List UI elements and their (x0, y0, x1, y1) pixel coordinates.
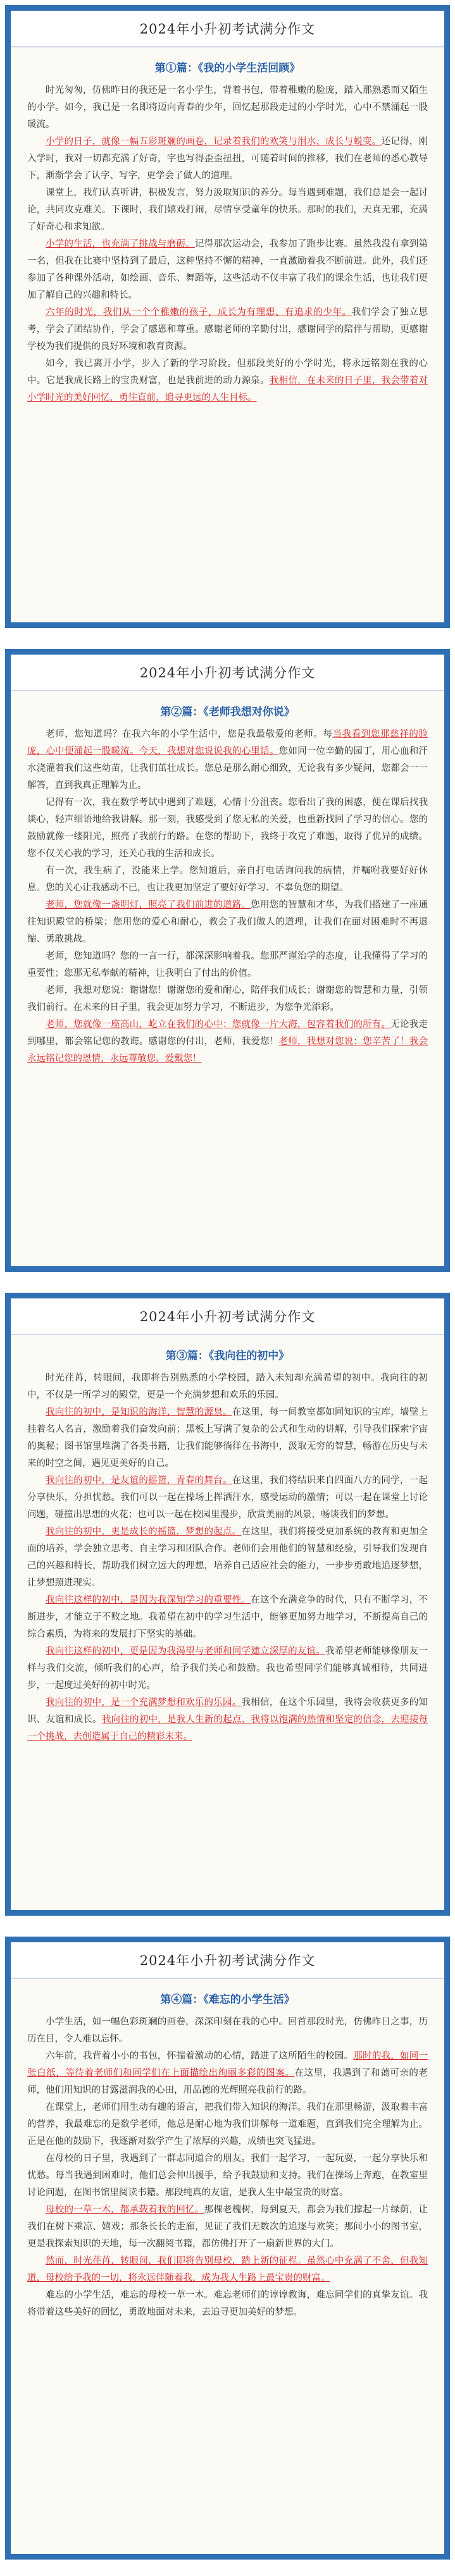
highlighted-sentence: 我向往的初中，是我人生新的起点，我将以饱满的热情和坚定的信念，去迎接每一个挑战，去创造属于自己的精彩未来。 (27, 1715, 428, 1742)
essay-subtitle: 第③篇：《我向往的初中》 (165, 1350, 290, 1362)
essay-paragraph (27, 1472, 428, 1524)
essay-paragraph (27, 794, 428, 863)
essay-paragraph (27, 185, 428, 236)
paragraph-text: 在这里，我们将结识来自四面八方的同学，一起分享快乐，分担忧愁。我们可以一起在操场上挥洒汗水，感受运动的激情；可以一起在课堂上讨论问题，碰撞出思想的火花；也可以一起在校园里漫步，欣赏美丽的风景，畅谈我们的梦想。 (27, 1476, 428, 1520)
essay-paragraph (27, 2253, 428, 2287)
essay-header: 2024年小升初考试满分作文 (11, 655, 444, 691)
essay-paragraph (27, 863, 428, 897)
highlighted-sentence: 六年的时光，我们从一个个稚嫩的孩子，成长为有理想、有追求的少年。 (46, 307, 352, 317)
essay-header: 2024年小升初考试满分作文 (11, 1942, 444, 1979)
essay-subtitle: 第②篇：《老师我想对你说》 (160, 706, 295, 718)
essay-card (5, 1293, 450, 1916)
essay-inner (11, 11, 444, 622)
essay-card (5, 1937, 450, 2560)
essay-body (11, 47, 444, 407)
paragraph-text: 记得有一次，我在数学考试中遇到了难题，心情十分沮丧。您看出了我的困惑，便在课后找我谈心，轻声细语地给我讲解。那一刻，我感受到了您无私的关爱，也重新找回了学习的信心。您的鼓励就像一缕阳光，照亮了我前行的路。在您的帮助下，我终于攻克了难题，取得了优异的成绩。您不仅关心我的学习，还关心我的生活和成长。 (27, 798, 428, 859)
essay-paragraph (27, 1404, 428, 1472)
paragraph-text: 还记得，刚入学时，我对一切都充满了好奇，字也写得歪歪扭扭，可随着时间的推移，我们在老师的悉心教导下，渐渐学会了认字、写字，更学会了做人的道理。 (27, 137, 428, 181)
paragraph-text: 时光匆匆，仿佛昨日的我还是一名小学生，背着书包，带着稚嫩的脸庞，踏入那熟悉而又陌生的小学。如今，我已是一名即将迈向青春的少年，回忆起那段走过的小学时光，心中不禁涌起一股暖流。 (27, 85, 428, 130)
highlighted-sentence: 老师，您就像一座高山，屹立在我们的心中；您就像一片大海，包容着我们的所有。 (46, 1020, 391, 1030)
essay-paragraph (27, 1643, 428, 1694)
essay-header: 2024年小升初考试满分作文 (11, 1298, 444, 1335)
essay-paragraph (27, 897, 428, 948)
essay-paragraph (27, 2014, 428, 2048)
essay-paragraph (27, 82, 428, 133)
highlighted-sentence: 我向往的初中，是知识的海洋，智慧的源泉。 (46, 1407, 232, 1417)
paragraph-text: 在这里，每一间教室都如同知识的宝库，墙壁上挂着名人名言，激励着我们奋发向前；黑板上写满了复杂的公式和生动的讲解，引导我们探索宇宙的奥秘；图书馆里堆满了各类书籍，让我们能够徜徉在书海中，汲取无穷的智慧，畅游在历史与未来的时空之间，遇见更美好的自己。 (27, 1407, 428, 1469)
essay-paragraphs (27, 82, 428, 407)
paragraph-text: 我希望老师能够像朋友一样与我们交流，倾听我们的心声，给予我们关心和鼓励。我也希望同学们能够真诚相待，共同进步，一起度过美好的初中时光。 (27, 1646, 428, 1691)
highlighted-sentence: 我向往的初中，是一个充满梦想和欢乐的乐园。 (46, 1698, 242, 1708)
paragraph-text: 老师，您知道吗？您的一言一行，都深深影响着我。您那严谨治学的态度，让我懂得了学习的重要性；您那无私奉献的精神，让我明白了付出的价值。 (27, 951, 428, 978)
essay-body (11, 691, 444, 1068)
paragraph-text: 老师，您知道吗？在我六年的小学生活中，您是我最敬爱的老师。每 (46, 729, 333, 739)
essay-subtitle: 第①篇：《我的小学生活回顾》 (154, 62, 301, 75)
essay-inner (11, 655, 444, 1266)
highlighted-sentence: 母校的一草一木，都承载着我的回忆。 (46, 2205, 204, 2215)
essay-paragraph (27, 1524, 428, 1592)
essay-inner (11, 1942, 444, 2554)
essay-body (11, 1335, 444, 1746)
essay-paragraph (27, 2202, 428, 2253)
essay-paragraph (27, 1694, 428, 1746)
paragraph-text: 在这里，我遇到了和蔼可亲的老师，他们用知识的甘露滋润我的心田，用品德的光辉照亮我前行的路。 (27, 2068, 428, 2095)
essay-paragraph (27, 2287, 428, 2321)
highlighted-sentence: 我向往这样的初中，更是因为我渴望与老师和同学建立深厚的友谊。 (46, 1646, 326, 1656)
paragraph-text: 您如同一位辛勤的园丁，用心血和汗水浇灌着我们这些幼苗，让我们茁壮成长。您总是那么耐心细致，无论我有多少疑问，您都会一一解答，直到我真正理解为止。 (27, 746, 428, 791)
essay-body (11, 1979, 444, 2321)
paragraph-text: 那棵老槐树，每到夏天，都会为我们撑起一片绿荫，让我们在树下乘凉、嬉戏；那条长长的走廊，见证了我们无数次的追逐与欢笑；那间小小的图书室，更是我探索知识的天地，每一次翻阅书籍，都仿佛打开了一扇新世界的大门。 (27, 2205, 428, 2249)
essay-paragraph (27, 1016, 428, 1068)
essay-inner (11, 1298, 444, 1910)
essay-paragraph (27, 948, 428, 982)
highlighted-sentence: 我向往这样的初中，是因为我深知学习的重要性。 (46, 1595, 251, 1605)
highlighted-sentence: 小学的生活，也充满了挑战与磨砺。 (46, 239, 195, 249)
essay-paragraph (27, 1592, 428, 1643)
essay-paragraph (27, 726, 428, 794)
highlighted-sentence: 老师，您就像一盏明灯，照亮了我们前进的道路。 (46, 900, 251, 910)
essay-card (5, 5, 450, 628)
essay-paragraph (27, 2048, 428, 2099)
highlighted-sentence: 那时的我，如同一张白纸，等待着老师们和同学们在上面描绘出绚丽多彩的图案。 (27, 2051, 428, 2078)
paragraph-text: 在这个充满竞争的时代，只有不断学习，不断进步，才能立于不败之地。我希望在初中的学习生活中，能够更加努力地学习，不断提高自己的综合素质，为将来的发展打下坚实的基础。 (27, 1595, 428, 1639)
essay-paragraph (27, 1370, 428, 1404)
essay-paragraph (27, 982, 428, 1016)
paragraph-text: 在课堂上，老师们用生动有趣的语言，把我们带入知识的海洋。我们在那里畅游，汲取着丰富的营养，我最难忘的是数学老师，他总是耐心地为我们讲解每一道难题，直到我们完全理解为止。正是在他的鼓励下，我逐渐对数学产生了浓厚的兴趣，成绩也突飞猛进。 (27, 2102, 428, 2147)
highlighted-sentence: 然而，时光荏苒，转眼间，我们即将告别母校，踏上新的征程。虽然心中充满了不舍，但我知道，母校给予我的一切，将永远伴随着我，成为我人生路上最宝贵的财富。 (27, 2256, 428, 2283)
essay-paragraphs (27, 1370, 428, 1746)
essay-paragraphs (27, 2014, 428, 2321)
paragraph-text: 如今，我已离开小学，步入了新的学习阶段。但那段美好的小学时光，将永远铭刻在我的心中。它是我成长路上的宝贵财富，也是我前进的动力源泉。 (27, 359, 428, 386)
highlighted-sentence: 我向往的初中，更是成长的摇篮，梦想的起点。 (46, 1527, 242, 1537)
highlighted-sentence: 今天，我想对您说说我的心里话。 (139, 746, 279, 756)
essay-paragraph (27, 304, 428, 355)
paragraph-text: 小学生活，如一幅色彩斑斓的画卷，深深印刻在我的心中。回首那段时光，仿佛昨日之事，历历在目，令人难以忘怀。 (27, 2017, 428, 2044)
highlighted-sentence: 老师，我想对您说：您辛苦了！我会永远铭记您的恩情，永远尊敬您、爱戴您！ (27, 1037, 428, 1064)
paragraph-text: 我们学会了独立思考，学会了团结协作，学会了感恩和尊重。感谢老师的辛勤付出，感谢同学的陪伴与帮助，更感谢学校为我们提供的良好环境和教育资源。 (27, 307, 428, 352)
paragraph-text: 老师，我想对您说：谢谢您！谢谢您的爱和耐心，陪伴我们成长；谢谢您的智慧和力量，引领我们前行。在未来的日子里，我会更加努力学习，不断进步，为您争光添彩。 (27, 985, 428, 1013)
essay-paragraph (27, 236, 428, 304)
paragraph-text: 在这里，我们将接受更加系统的教育和更加全面的培养，学会独立思考、自主学习和团队合作。老师们会用他们的智慧和经验，引导我们发现自己的兴趣和特长，帮助我们树立远大的理想，培养自己适应社会的能力，一步步勇敢地追逐梦想，让梦想照进现实。 (27, 1527, 428, 1588)
highlighted-sentence: 小学的日子，就像一幅五彩斑斓的画卷，记录着我们的欢笑与泪水、成长与蜕变。 (46, 137, 382, 147)
paragraph-text: 您用您的智慧和才华，为我们搭建了一座通往知识殿堂的桥梁；您用您的爱心和耐心，教会了我们做人的道理，让我们在面对困难时不再退缩、勇敢挑战。 (27, 900, 428, 944)
paragraph-text: 六年前，我背着小小的书包，怀揣着激动的心情，踏进了这所陌生的校园。 (46, 2051, 354, 2061)
highlighted-sentence: 当我看到您那慈祥的脸庞，心中便涌起一股暖流。 (27, 729, 428, 756)
essay-paragraph (27, 2099, 428, 2150)
paragraph-text: 记得那次运动会，我参加了跑步比赛。虽然我没有拿到第一名，但我在比赛中坚持到了最后，这种坚持不懈的精神，一直激励着我不断前进。此外，我们还参加了各种课外活动，如绘画、音乐、舞蹈等，这些活动不仅丰富了我们的课余生活，也让我们更加了解自己的兴趣和特长。 (27, 239, 428, 300)
paragraph-text: 课堂上，我们认真听讲，积极发言，努力汲取知识的养分。每当遇到难题，我们总是会一起讨论，共同攻克难关。下课时，我们嬉戏打闹，尽情享受童年的快乐。那时的我们，天真无邪，充满了好奇心和求知欲。 (27, 188, 428, 232)
essay-paragraph (27, 133, 428, 185)
highlighted-sentence: 我向往的初中，是友谊的摇篮，青春的舞台。 (46, 1476, 232, 1486)
essay-header: 2024年小升初考试满分作文 (11, 11, 444, 47)
paragraph-text: 在母校的日子里，我遇到了一群志同道合的朋友。我们一起学习，一起玩耍，一起分享快乐和忧愁。每当我遇到困难时，他们总会伸出援手，给予我鼓励和支持。我们在操场上奔跑，在教室里讨论问题，在图书馆里阅读书籍。那段纯真的友谊，是我人生中最宝贵的财富。 (27, 2154, 428, 2198)
paragraph-text: 有一次，我生病了，没能来上学。您知道后，亲自打电话询问我的病情，并嘱咐我要好好休息。您的关心让我感动不已，也让我更加坚定了要好好学习、不辜负您的期望。 (27, 866, 428, 893)
paragraph-text: 时光荏苒，转眼间，我即将告别熟悉的小学校园，踏入未知却充满希望的初中。我向往的初中，不仅是一所学习的殿堂，更是一个充满梦想和欢乐的乐园。 (27, 1373, 428, 1400)
paragraph-text: 无论我走到哪里，都会铭记您的教诲。感谢您的付出，老师，我爱您！ (27, 1020, 428, 1047)
essay-paragraph (27, 355, 428, 407)
essay-paragraphs (27, 726, 428, 1068)
highlighted-sentence: 我相信，在未来的日子里，我会带着对小学时光的美好回忆，勇往直前，追寻更远的人生目标。 (27, 376, 428, 403)
essay-subtitle: 第④篇：《难忘的小学生活》 (160, 1994, 295, 2006)
paragraph-text: 我相信，在这个乐园里，我将会收获更多的知识、友谊和成长。 (27, 1698, 428, 1725)
essay-card (5, 649, 450, 1272)
essay-paragraph (27, 2150, 428, 2202)
paragraph-text: 难忘的小学生活，难忘的母校一草一木。难忘老师们的谆谆教诲，难忘同学们的真挚友谊。我将带着这些美好的回忆，勇敢地面对未来，去追寻更加美好的梦想。 (27, 2290, 428, 2317)
